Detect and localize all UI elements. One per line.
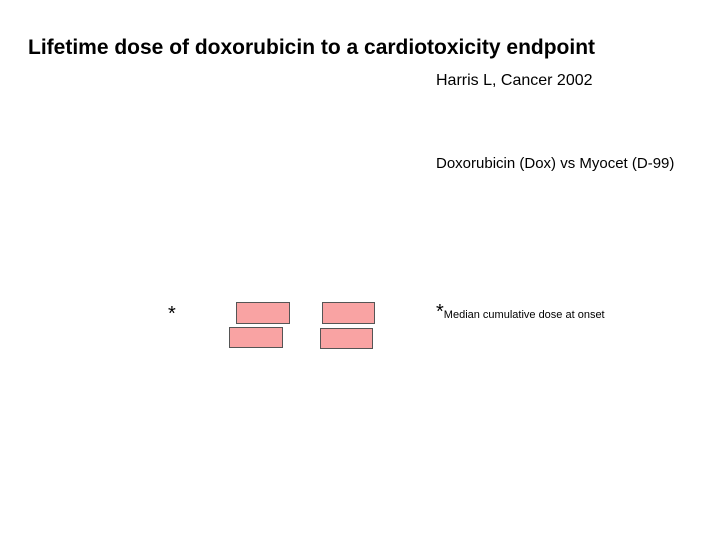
color-swatch — [322, 302, 375, 324]
footnote-marker: * — [436, 301, 444, 323]
citation: Harris L, Cancer 2002 — [436, 72, 593, 89]
slide-title: Lifetime dose of doxorubicin to a cardiotoxicity endpoint — [28, 36, 596, 59]
footnote-text: Median cumulative dose at onset — [443, 309, 605, 321]
comparison-label: Doxorubicin (Dox) vs Myocet (D-99) — [436, 155, 675, 172]
color-swatch — [229, 327, 283, 348]
color-swatch — [320, 328, 373, 349]
row-asterisk: * — [168, 303, 176, 325]
color-swatch — [236, 302, 290, 324]
footnote — [436, 301, 605, 324]
